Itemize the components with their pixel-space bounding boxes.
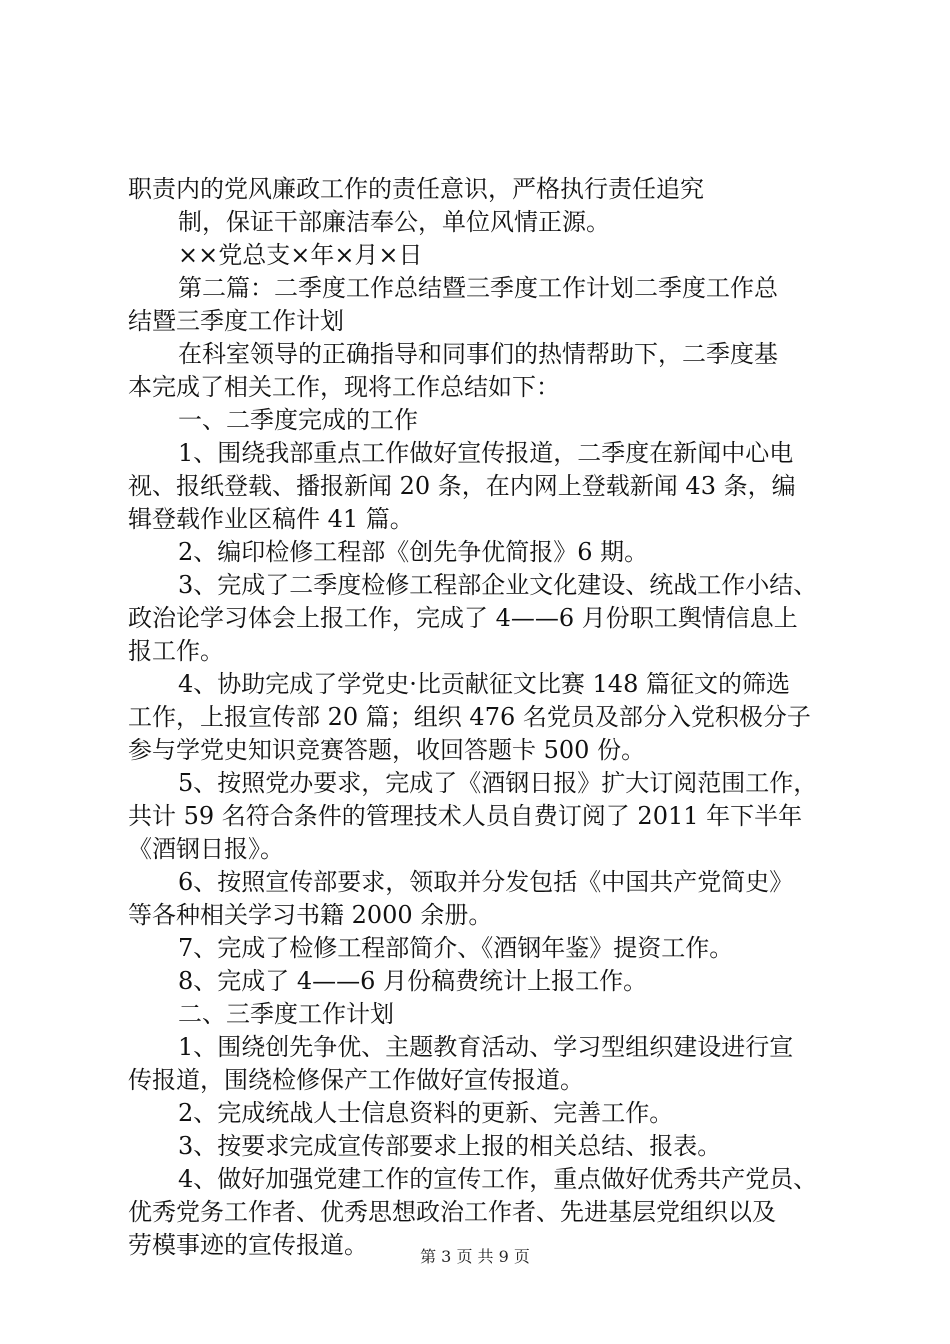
text-line: 2、编印检修工程部《创先争优简报》6 期。 <box>178 538 649 566</box>
text-line: ××党总支×年×月×日 <box>178 241 423 269</box>
text-line: 报工作。 <box>128 637 224 665</box>
text-line: 8、完成了 4——6 月份稿费统计上报工作。 <box>178 967 648 995</box>
text-line: 4、协助完成了学党史·比贡献征文比赛 148 篇征文的筛选 <box>178 670 790 698</box>
document-body <box>128 173 828 1262</box>
text-line: 1、围绕创先争优、主题教育活动、学习型组织建设进行宣 <box>178 1033 794 1061</box>
text-line: 劳模事迹的宣传报道。 <box>128 1231 368 1259</box>
text-line: 辑登载作业区稿件 41 篇。 <box>128 505 414 533</box>
text-line: 共计 59 名符合条件的管理技术人员自费订阅了 2011 年下半年 <box>128 802 803 830</box>
text-line: 优秀党务工作者、优秀思想政治工作者、先进基层党组织以及 <box>128 1198 776 1226</box>
text-line: 在科室领导的正确指导和同事们的热情帮助下，二季度基 <box>178 340 778 368</box>
text-line: 6、按照宣传部要求，领取并分发包括《中国共产党简史》 <box>178 868 794 896</box>
text-line: 参与学党史知识竞赛答题，收回答题卡 500 份。 <box>128 736 646 764</box>
text-line: 3、按要求完成宣传部要求上报的相关总结、报表。 <box>178 1132 722 1160</box>
text-line: 二、三季度工作计划 <box>178 1000 394 1028</box>
text-line: 第二篇：二季度工作总结暨三季度工作计划二季度工作总 <box>178 274 778 302</box>
text-line: 结暨三季度工作计划 <box>128 307 344 335</box>
text-line: 传报道，围绕检修保产工作做好宣传报道。 <box>128 1066 584 1094</box>
text-line: 7、完成了检修工程部简介、《酒钢年鉴》提资工作。 <box>178 934 734 962</box>
page-footer: 第 3 页 共 9 页 <box>420 1247 530 1266</box>
text-line: 工作，上报宣传部 20 篇；组织 476 名党员及部分入党积极分子 <box>128 703 811 731</box>
text-line: 本完成了相关工作，现将工作总结如下： <box>128 373 560 401</box>
text-line: 政治论学习体会上报工作，完成了 4——6 月份职工舆情信息上 <box>128 604 798 632</box>
text-line: 等各种相关学习书籍 2000 余册。 <box>128 901 493 929</box>
text-line: 1、围绕我部重点工作做好宣传报道，二季度在新闻中心电 <box>178 439 794 467</box>
text-line: 5、按照党办要求，完成了《酒钢日报》扩大订阅范围工作， <box>178 769 818 797</box>
text-line: 4、做好加强党建工作的宣传工作，重点做好优秀共产党员、 <box>178 1165 818 1193</box>
text-line: 《酒钢日报》。 <box>128 835 284 863</box>
text-line: 2、完成统战人士信息资料的更新、完善工作。 <box>178 1099 674 1127</box>
text-line: 一、二季度完成的工作 <box>178 406 418 434</box>
text-line: 职责内的党风廉政工作的责任意识，严格执行责任追究 <box>128 175 704 203</box>
text-line: 制，保证干部廉洁奉公，单位风情正源。 <box>178 208 610 236</box>
text-line: 3、完成了二季度检修工程部企业文化建设、统战工作小结、 <box>178 571 818 599</box>
text-line: 视、报纸登载、播报新闻 20 条，在内网上登载新闻 43 条，编 <box>128 472 796 500</box>
